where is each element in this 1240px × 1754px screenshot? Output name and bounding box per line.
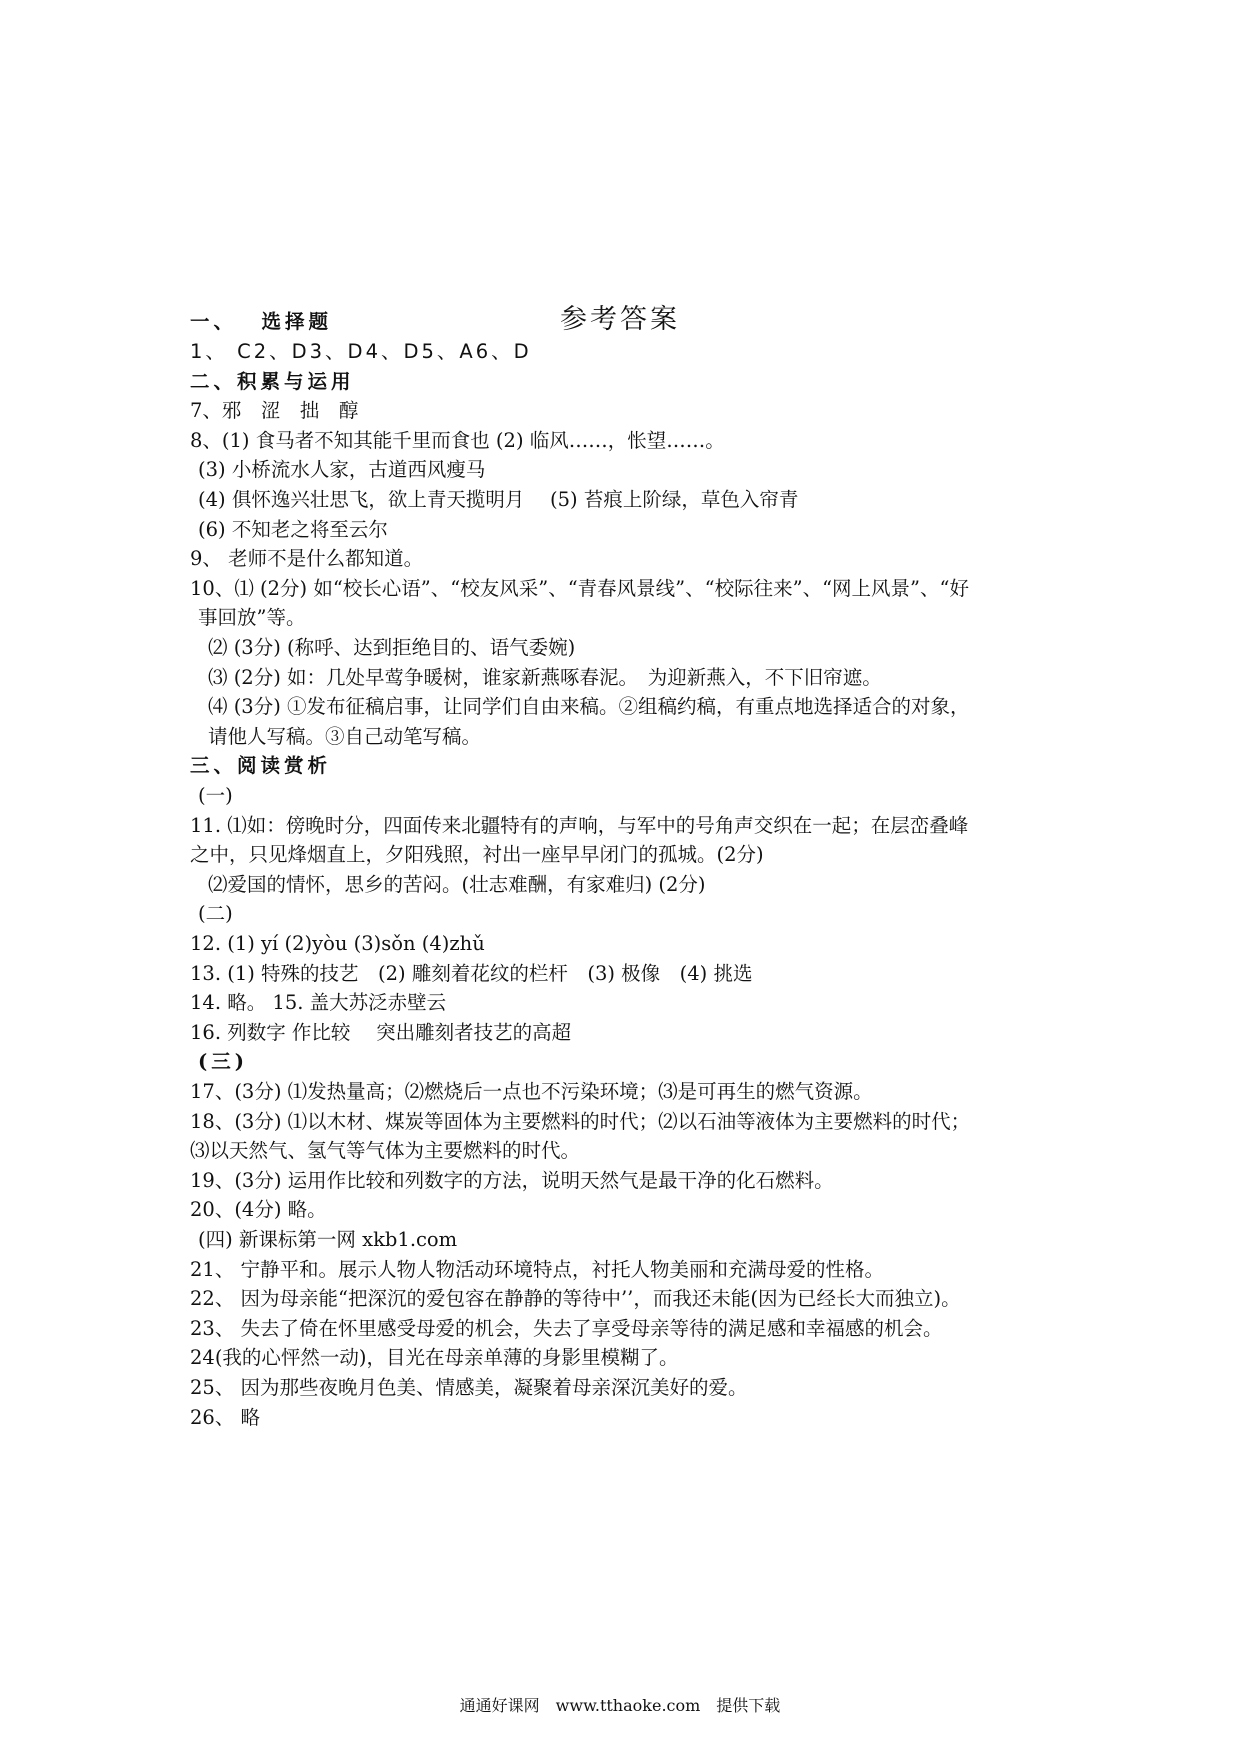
page-footer: 通通好课网 www.tthaoke.com 提供下载 [459,1696,781,1715]
subsection-4: (四) 新课标第一网 xkb1.com [198,1228,458,1251]
subsection-3: (三) [198,1050,248,1073]
answer-line-10-4-cont: 请他人写稿。③自己动笔写稿。 [208,725,482,748]
answer-line-13: 13. (1) 特殊的技艺 (2) 雕刻着花纹的栏杆 (3) 极像 (4) 挑选 [190,962,753,985]
answer-line-11-1-cont: 之中，只见烽烟直上，夕阳残照，衬出一座早早闭门的孤城。(2分) [190,843,764,866]
answer-line-20: 20、(4分) 略。 [190,1198,327,1221]
answer-line-16: 16. 列数字 作比较 突出雕刻者技艺的高超 [190,1021,572,1044]
answer-line-8: 8、(1) 食马者不知其能千里而食也 (2) 临风……，怅望……。 [190,429,725,452]
answer-line-12: 12. (1) yí (2)yòu (3)sǒn (4)zhǔ [190,932,485,955]
answer-line-17: 17、(3分) ⑴发热量高；⑵燃烧后一点也不污染环境；⑶是可再生的燃气资源。 [190,1080,873,1103]
answer-line-8-4: (4) 俱怀逸兴壮思飞，欲上青天揽明月 (5) 苔痕上阶绿，草色入帘青 [198,488,799,511]
answer-line-8-6: (6) 不知老之将至云尔 [198,518,388,541]
answer-line-1: 1、 C2、D3、D4、D5、A6、D [190,340,532,363]
answer-line-23: 23、 失去了倚在怀里感受母爱的机会，失去了享受母亲等待的满足感和幸福感的机会。 [190,1317,943,1340]
subsection-2: (二) [198,902,233,925]
page-title: 参考答案 [560,304,680,335]
subsection-1: (一) [198,784,233,807]
section-heading-accumulation: 二、积累与运用 [190,370,355,393]
answer-line-10-1: 10、⑴ (2分) 如“校长心语”、“校友风采”、“青春风景线”、“校际往来”、“网上风景”、“好 [190,577,969,600]
section-heading-choice: 一、 选择题 [190,310,333,333]
answer-line-11-1: 11. ⑴如：傍晚时分，四面传来北疆特有的声响，与军中的号角声交织在一起；在层峦叠峰 [190,814,969,837]
answer-line-18-cont: ⑶以天然气、氢气等气体为主要燃料的时代。 [190,1139,581,1162]
answer-line-11-2: ⑵爱国的情怀，思乡的苦闷。(壮志难酬，有家难归) (2分) [208,873,706,896]
answer-line-18: 18、(3分) ⑴以木材、煤炭等固体为主要燃料的时代；⑵以石油等液体为主要燃料的时代； [190,1110,971,1133]
section-heading-reading: 三、阅读赏析 [190,754,332,777]
answer-line-10-1-cont: 事回放”等。 [198,606,306,629]
answer-line-10-3: ⑶ (2分) 如：几处早莺争暖树，谁家新燕啄春泥。 为迎新燕入，不下旧帘遮。 [208,666,882,689]
answer-line-22: 22、 因为母亲能“把深沉的爱包容在静静的等待中’’，而我还未能(因为已经长大而独立)。 [190,1287,961,1310]
answer-line-19: 19、(3分) 运用作比较和列数字的方法，说明天然气是最干净的化石燃料。 [190,1169,834,1192]
answer-line-24: 24(我的心怦然一动)，目光在母亲单薄的身影里模糊了。 [190,1346,679,1369]
answer-line-26: 26、 略 [190,1406,261,1429]
answer-line-10-2: ⑵ (3分) (称呼、达到拒绝目的、语气委婉) [208,636,576,659]
answer-line-25: 25、 因为那些夜晚月色美、情感美，凝聚着母亲深沉美好的爱。 [190,1376,748,1399]
answer-line-14-15: 14. 略。 15. 盖大苏泛赤壁云 [190,991,447,1014]
answer-line-21: 21、 宁静平和。展示人物人物活动环境特点，衬托人物美丽和充满母爱的性格。 [190,1258,885,1281]
answer-line-7: 7、邪 涩 拙 醇 [190,399,359,422]
answer-line-9: 9、 老师不是什么都知道。 [190,547,424,570]
answer-line-8-3: (3) 小桥流水人家，古道西风瘦马 [198,458,486,481]
answer-line-10-4: ⑷ (3分) ①发布征稿启事，让同学们自由来稿。②组稿约稿，有重点地选择适合的对象， [208,695,970,718]
